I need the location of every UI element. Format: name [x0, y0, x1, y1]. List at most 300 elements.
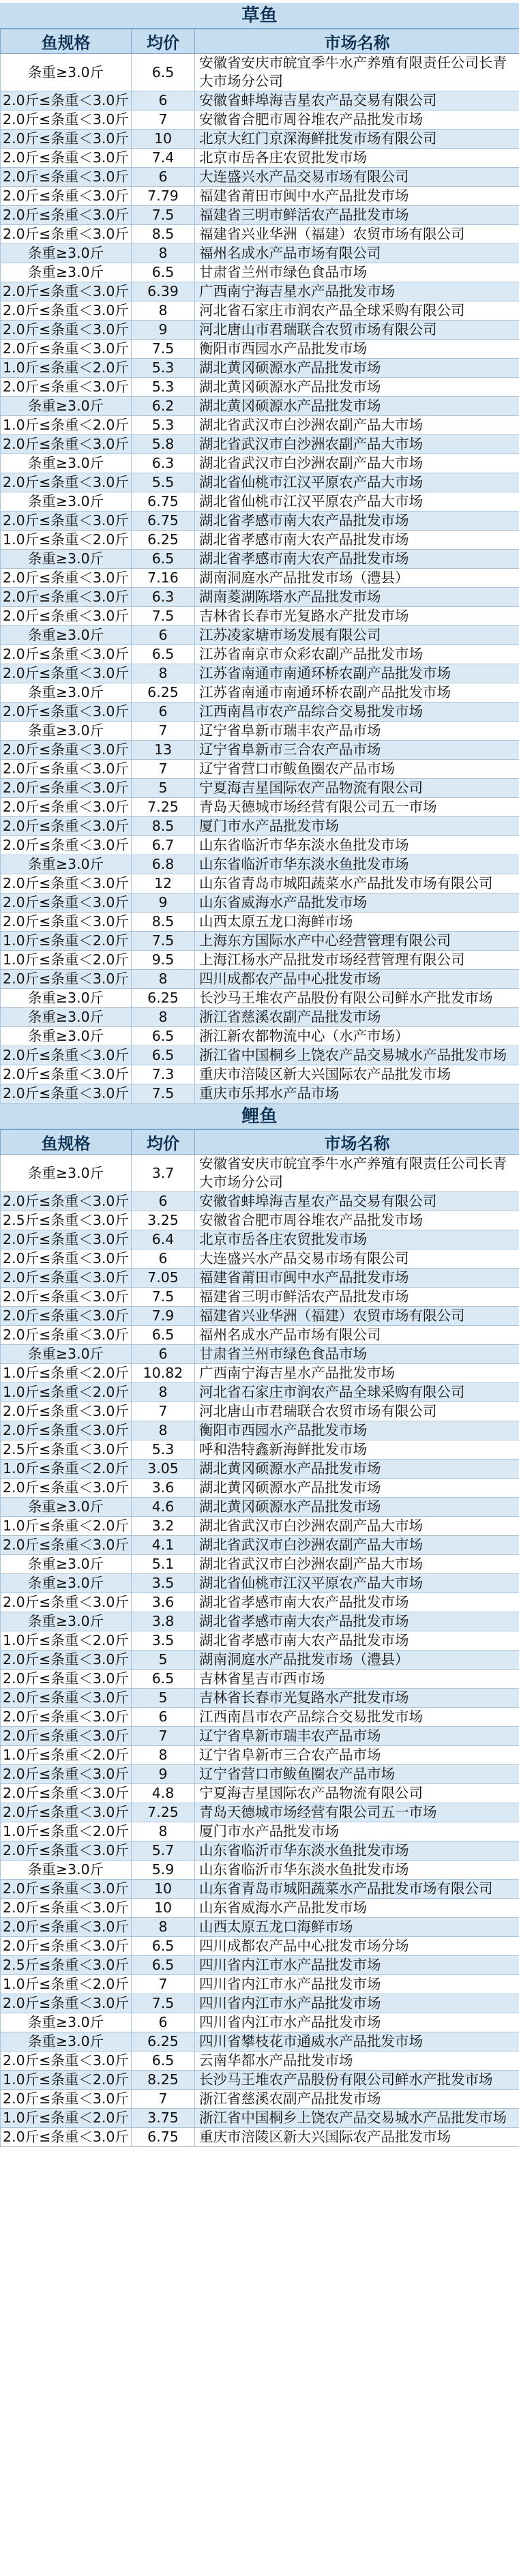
- cell-spec: 2.0斤≤条重＜3.0斤: [1, 588, 132, 607]
- cell-market: 衡阳市西园水产品批发市场: [195, 1421, 519, 1440]
- cell-spec: 条重≥3.0斤: [1, 626, 132, 645]
- cell-price: 4.8: [132, 1784, 195, 1803]
- cell-market: 辽宁省营口市鲅鱼圈农产品市场: [195, 1765, 519, 1784]
- cell-price: 6: [132, 1708, 195, 1727]
- table-row: [1, 683, 519, 702]
- cell-price: 8: [132, 1918, 195, 1937]
- cell-price: 6.5: [132, 1326, 195, 1345]
- table-row: [1, 1211, 519, 1230]
- cell-price: 6: [132, 1249, 195, 1269]
- table-row: [1, 1517, 519, 1536]
- table-body: [1, 1155, 519, 2147]
- cell-price: 5.1: [132, 1555, 195, 1574]
- cell-price: 7: [132, 1975, 195, 1994]
- table-row: [1, 1670, 519, 1689]
- cell-price: 7.16: [132, 569, 195, 588]
- cell-spec: 2.0斤≤条重＜3.0斤: [1, 1046, 132, 1065]
- cell-market: 广西南宁海吉星水产品批发市场: [195, 1364, 519, 1383]
- cell-spec: 2.0斤≤条重＜3.0斤: [1, 1269, 132, 1288]
- cell-price: 7.5: [132, 1288, 195, 1307]
- table-row: [1, 473, 519, 492]
- cell-spec: 2.0斤≤条重＜3.0斤: [1, 1421, 132, 1440]
- table-row: [1, 893, 519, 913]
- cell-spec: 条重≥3.0斤: [1, 492, 132, 512]
- cell-spec: 条重≥3.0斤: [1, 989, 132, 1008]
- cell-price: 8: [132, 1746, 195, 1765]
- table-body: [1, 54, 519, 1104]
- table-row: [1, 225, 519, 244]
- cell-spec: 2.0斤≤条重＜3.0斤: [1, 1937, 132, 1956]
- table-row: [1, 359, 519, 378]
- cell-price: 7.5: [132, 1994, 195, 2013]
- cell-spec: 条重≥3.0斤: [1, 397, 132, 416]
- cell-spec: 1.0斤≤条重＜2.0斤: [1, 951, 132, 970]
- cell-market: 河北省石家庄市润农产品全球采购有限公司: [195, 301, 519, 321]
- table-row: [1, 1574, 519, 1593]
- table-row: [1, 1288, 519, 1307]
- cell-market: 山东省威海水产品批发市场: [195, 1899, 519, 1918]
- cell-spec: 1.0斤≤条重＜2.0斤: [1, 1460, 132, 1479]
- cell-market: 长沙马王堆农产品股份有限公司鲜水产批发市场: [195, 2071, 519, 2090]
- cell-market: 山东省临沂市华东淡水鱼批发市场: [195, 1861, 519, 1880]
- cell-price: 6: [132, 168, 195, 187]
- cell-price: 6.5: [132, 54, 195, 91]
- cell-spec: 2.0斤≤条重＜3.0斤: [1, 187, 132, 206]
- table-row: [1, 1498, 519, 1517]
- cell-price: 7.3: [132, 1065, 195, 1084]
- cell-spec: 1.0斤≤条重＜2.0斤: [1, 531, 132, 550]
- table-row: [1, 1861, 519, 1880]
- cell-spec: 2.0斤≤条重＜3.0斤: [1, 893, 132, 913]
- cell-market: 福建省兴业华洲（福建）农贸市场有限公司: [195, 1307, 519, 1326]
- cell-spec: 2.0斤≤条重＜3.0斤: [1, 970, 132, 989]
- table-row: [1, 951, 519, 970]
- cell-price: 8: [132, 1822, 195, 1841]
- cell-price: 5.7: [132, 1841, 195, 1861]
- cell-price: 7: [132, 760, 195, 779]
- cell-price: 3.8: [132, 1612, 195, 1631]
- table-row: [1, 397, 519, 416]
- cell-market: 青岛天德城市场经营有限公司五一市场: [195, 1803, 519, 1822]
- cell-price: 3.2: [132, 1517, 195, 1536]
- table-row: [1, 645, 519, 664]
- cell-price: 5.3: [132, 416, 195, 435]
- cell-spec: 2.0斤≤条重＜3.0斤: [1, 1803, 132, 1822]
- cell-price: 6: [132, 91, 195, 110]
- table-row: [1, 1727, 519, 1746]
- cell-spec: 条重≥3.0斤: [1, 1008, 132, 1027]
- cell-market: 广西南宁海吉星水产品批发市场: [195, 282, 519, 301]
- cell-market: 上海东方国际水产中心经营管理有限公司: [195, 932, 519, 951]
- cell-spec: 2.0斤≤条重＜3.0斤: [1, 1192, 132, 1211]
- cell-spec: 1.0斤≤条重＜2.0斤: [1, 359, 132, 378]
- cell-market: 青岛天德城市场经营有限公司五一市场: [195, 798, 519, 817]
- table-row: [1, 1008, 519, 1027]
- cell-market: 江苏凌家塘市场发展有限公司: [195, 626, 519, 645]
- table-row: [1, 970, 519, 989]
- cell-spec: 条重≥3.0斤: [1, 244, 132, 263]
- cell-price: 5: [132, 779, 195, 798]
- cell-market: 安徽省安庆市皖宜季牛水产养殖有限责任公司长青大市场分公司: [195, 1155, 519, 1192]
- cell-spec: 2.0斤≤条重＜3.0斤: [1, 1288, 132, 1307]
- cell-spec: 2.0斤≤条重＜3.0斤: [1, 321, 132, 340]
- table-row: [1, 1402, 519, 1421]
- table-row: [1, 2128, 519, 2147]
- cell-market: 宁夏海吉星国际农产品物流有限公司: [195, 1784, 519, 1803]
- cell-price: 7.25: [132, 1803, 195, 1822]
- table-row: [1, 1307, 519, 1326]
- table-row: [1, 206, 519, 225]
- cell-spec: 2.0斤≤条重＜3.0斤: [1, 1765, 132, 1784]
- table-row: [1, 1192, 519, 1211]
- cell-market: 安徽省合肥市周谷堆农产品批发市场: [195, 110, 519, 130]
- cell-price: 6.5: [132, 1937, 195, 1956]
- cell-market: 吉林省长春市光复路水产批发市场: [195, 1689, 519, 1708]
- cell-price: 6.4: [132, 1230, 195, 1249]
- cell-spec: 条重≥3.0斤: [1, 1345, 132, 1364]
- cell-market: 山东省临沂市华东淡水鱼批发市场: [195, 836, 519, 855]
- cell-market: 湖北省孝感市南大农产品批发市场: [195, 550, 519, 569]
- cell-spec: 2.0斤≤条重＜3.0斤: [1, 1727, 132, 1746]
- cell-price: 6.3: [132, 454, 195, 473]
- header-spec: 鱼规格: [1, 1130, 132, 1155]
- table-row: [1, 1841, 519, 1861]
- cell-spec: 2.0斤≤条重＜3.0斤: [1, 1479, 132, 1498]
- table-row: [1, 2090, 519, 2109]
- cell-price: 6: [132, 2013, 195, 2032]
- cell-price: 3.05: [132, 1460, 195, 1479]
- cell-market: 河北唐山市君瑞联合农贸市场有限公司: [195, 1402, 519, 1421]
- table-row: [1, 1027, 519, 1046]
- cell-spec: 2.5斤≤条重＜3.0斤: [1, 1956, 132, 1975]
- cell-price: 7.4: [132, 149, 195, 168]
- table-row: [1, 340, 519, 359]
- table-row: [1, 1975, 519, 1994]
- table-row: [1, 378, 519, 397]
- cell-market: 辽宁省营口市鲅鱼圈农产品市场: [195, 760, 519, 779]
- cell-price: 6.5: [132, 550, 195, 569]
- cell-market: 福建省三明市鲜活农产品批发市场: [195, 1288, 519, 1307]
- cell-market: 辽宁省阜新市瑞丰农产品市场: [195, 722, 519, 741]
- cell-price: 7.5: [132, 1084, 195, 1104]
- cell-price: 7: [132, 2090, 195, 2109]
- cell-market: 浙江省慈溪农副产品批发市场: [195, 1008, 519, 1027]
- cell-price: 5.9: [132, 1861, 195, 1880]
- cell-market: 浙江省中国桐乡上饶农产品交易城水产品批发市场: [195, 2109, 519, 2128]
- cell-spec: 2.0斤≤条重＜3.0斤: [1, 512, 132, 531]
- cell-spec: 2.0斤≤条重＜3.0斤: [1, 1326, 132, 1345]
- cell-price: 9: [132, 893, 195, 913]
- cell-market: 大连盛兴水产品交易市场有限公司: [195, 1249, 519, 1269]
- cell-market: 湖北省孝感市南大农产品批发市场: [195, 1631, 519, 1650]
- cell-spec: 2.0斤≤条重＜3.0斤: [1, 149, 132, 168]
- cell-market: 江西南昌市农产品综合交易批发市场: [195, 1708, 519, 1727]
- cell-spec: 2.5斤≤条重＜3.0斤: [1, 1440, 132, 1460]
- cell-spec: 1.0斤≤条重＜2.0斤: [1, 932, 132, 951]
- table-header-row: [1, 1130, 519, 1155]
- table-row: [1, 1708, 519, 1727]
- cell-spec: 2.0斤≤条重＜3.0斤: [1, 1307, 132, 1326]
- cell-market: 上海江杨水产品批发市场经营管理有限公司: [195, 951, 519, 970]
- cell-market: 长沙马王堆农产品股份有限公司鲜水产批发市场: [195, 989, 519, 1008]
- cell-spec: 2.0斤≤条重＜3.0斤: [1, 1670, 132, 1689]
- cell-market: 安徽省蚌埠海吉星农产品交易有限公司: [195, 1192, 519, 1211]
- cell-spec: 2.5斤≤条重＜3.0斤: [1, 1211, 132, 1230]
- table-row: [1, 607, 519, 626]
- cell-market: 山东省青岛市城阳蔬菜水产品批发市场有限公司: [195, 874, 519, 893]
- table-row: [1, 1765, 519, 1784]
- cell-market: 湖北省仙桃市江汉平原农产品大市场: [195, 473, 519, 492]
- table-row: [1, 1555, 519, 1574]
- cell-price: 8: [132, 1383, 195, 1402]
- cell-price: 6.25: [132, 531, 195, 550]
- cell-spec: 2.0斤≤条重＜3.0斤: [1, 645, 132, 664]
- cell-market: 山东省青岛市城阳蔬菜水产品批发市场有限公司: [195, 1880, 519, 1899]
- cell-price: 8.25: [132, 2071, 195, 2090]
- cell-spec: 2.0斤≤条重＜3.0斤: [1, 817, 132, 836]
- cell-spec: 2.0斤≤条重＜3.0斤: [1, 1065, 132, 1084]
- cell-spec: 2.0斤≤条重＜3.0斤: [1, 1084, 132, 1104]
- table-row: [1, 1918, 519, 1937]
- cell-market: 四川成都农产品中心批发市场分场: [195, 1937, 519, 1956]
- cell-price: 6.5: [132, 1046, 195, 1065]
- cell-market: 湖北黄冈硕源水产品批发市场: [195, 359, 519, 378]
- table-row: [1, 1899, 519, 1918]
- cell-market: 四川成都农产品中心批发市场: [195, 970, 519, 989]
- table-row: [1, 874, 519, 893]
- cell-market: 福建省莆田市闽中水产品批发市场: [195, 1269, 519, 1288]
- cell-price: 5.3: [132, 378, 195, 397]
- table-row: [1, 321, 519, 340]
- cell-spec: 条重≥3.0斤: [1, 1027, 132, 1046]
- table-row: [1, 435, 519, 454]
- cell-price: 9: [132, 321, 195, 340]
- cell-spec: 2.0斤≤条重＜3.0斤: [1, 225, 132, 244]
- cell-price: 6.8: [132, 855, 195, 874]
- cell-price: 6.5: [132, 1670, 195, 1689]
- cell-price: 4.6: [132, 1498, 195, 1517]
- cell-market: 河北省石家庄市润农产品全球采购有限公司: [195, 1383, 519, 1402]
- cell-market: 重庆市涪陵区新大兴国际农产品批发市场: [195, 2128, 519, 2147]
- cell-spec: 条重≥3.0斤: [1, 1861, 132, 1880]
- cell-market: 福建省三明市鲜活农产品批发市场: [195, 206, 519, 225]
- cell-price: 9: [132, 1765, 195, 1784]
- price-table: [0, 1129, 519, 2147]
- cell-market: 湖北黄冈硕源水产品批发市场: [195, 397, 519, 416]
- cell-price: 10: [132, 1899, 195, 1918]
- cell-spec: 条重≥3.0斤: [1, 2013, 132, 2032]
- section-common-carp: [0, 1104, 519, 2147]
- cell-price: 5: [132, 1689, 195, 1708]
- cell-price: 6.75: [132, 492, 195, 512]
- cell-spec: 2.0斤≤条重＜3.0斤: [1, 282, 132, 301]
- table-row: [1, 1822, 519, 1841]
- cell-price: 6: [132, 702, 195, 722]
- cell-market: 湖北省孝感市南大农产品批发市场: [195, 1593, 519, 1612]
- cell-price: 3.6: [132, 1479, 195, 1498]
- cell-price: 6.5: [132, 1956, 195, 1975]
- table-row: [1, 1249, 519, 1269]
- cell-spec: 2.0斤≤条重＜3.0斤: [1, 110, 132, 130]
- cell-market: 湖北省孝感市南大农产品批发市场: [195, 531, 519, 550]
- cell-market: 浙江省慈溪农副产品批发市场: [195, 2090, 519, 2109]
- table-row: [1, 989, 519, 1008]
- table-row: [1, 2032, 519, 2052]
- cell-market: 湖南洞庭水产品批发市场（澧县）: [195, 1650, 519, 1670]
- cell-spec: 2.0斤≤条重＜3.0斤: [1, 1880, 132, 1899]
- table-row: [1, 1345, 519, 1364]
- cell-price: 6: [132, 1192, 195, 1211]
- cell-price: 7.9: [132, 1307, 195, 1326]
- cell-price: 7.5: [132, 932, 195, 951]
- cell-price: 7.5: [132, 206, 195, 225]
- cell-market: 浙江省中国桐乡上饶农产品交易城水产品批发市场: [195, 1046, 519, 1065]
- cell-price: 3.7: [132, 1155, 195, 1192]
- cell-spec: 2.0斤≤条重＜3.0斤: [1, 1249, 132, 1269]
- cell-market: 山东省威海水产品批发市场: [195, 893, 519, 913]
- cell-spec: 2.0斤≤条重＜3.0斤: [1, 760, 132, 779]
- cell-spec: 1.0斤≤条重＜2.0斤: [1, 1822, 132, 1841]
- cell-spec: 条重≥3.0斤: [1, 1498, 132, 1517]
- cell-market: 四川省内江市水产品批发市场: [195, 2013, 519, 2032]
- cell-spec: 1.0斤≤条重＜2.0斤: [1, 1975, 132, 1994]
- cell-market: 甘肃省兰州市绿色食品市场: [195, 1345, 519, 1364]
- table-row: [1, 130, 519, 149]
- cell-market: 山西太原五龙口海鲜市场: [195, 1918, 519, 1937]
- cell-market: 安徽省蚌埠海吉星农产品交易有限公司: [195, 91, 519, 110]
- table-row: [1, 1155, 519, 1192]
- table-row: [1, 913, 519, 932]
- table-row: [1, 91, 519, 110]
- table-row: [1, 1746, 519, 1765]
- cell-price: 5.8: [132, 435, 195, 454]
- table-row: [1, 110, 519, 130]
- cell-spec: 2.0斤≤条重＜3.0斤: [1, 91, 132, 110]
- cell-price: 6.75: [132, 2128, 195, 2147]
- cell-spec: 1.0斤≤条重＜2.0斤: [1, 1631, 132, 1650]
- table-row: [1, 168, 519, 187]
- cell-spec: 2.0斤≤条重＜3.0斤: [1, 741, 132, 760]
- cell-spec: 2.0斤≤条重＜3.0斤: [1, 2090, 132, 2109]
- table-row: [1, 54, 519, 91]
- cell-spec: 条重≥3.0斤: [1, 454, 132, 473]
- cell-spec: 1.0斤≤条重＜2.0斤: [1, 2071, 132, 2090]
- cell-market: 湖北省仙桃市江汉平原农产品大市场: [195, 1574, 519, 1593]
- cell-price: 8: [132, 664, 195, 683]
- cell-spec: 2.0斤≤条重＜3.0斤: [1, 1230, 132, 1249]
- cell-market: 福建省兴业华洲（福建）农贸市场有限公司: [195, 225, 519, 244]
- cell-spec: 2.0斤≤条重＜3.0斤: [1, 798, 132, 817]
- cell-market: 北京市岳各庄农贸批发市场: [195, 1230, 519, 1249]
- cell-market: 湖北黄冈硕源水产品批发市场: [195, 378, 519, 397]
- cell-market: 辽宁省阜新市三合农产品市场: [195, 741, 519, 760]
- cell-market: 安徽省合肥市周谷堆农产品批发市场: [195, 1211, 519, 1230]
- cell-market: 福州名成水产品市场有限公司: [195, 244, 519, 263]
- header-price: 均价: [132, 1130, 195, 1155]
- price-table: [0, 29, 519, 1104]
- cell-market: 浙江新农都物流中心（水产市场）: [195, 1027, 519, 1046]
- header-market: 市场名称: [195, 29, 519, 54]
- cell-market: 湖北省仙桃市江汉平原农产品大市场: [195, 492, 519, 512]
- table-row: [1, 626, 519, 645]
- cell-price: 6.3: [132, 588, 195, 607]
- table-row: [1, 569, 519, 588]
- cell-spec: 2.0斤≤条重＜3.0斤: [1, 130, 132, 149]
- table-row: [1, 1326, 519, 1345]
- table-row: [1, 722, 519, 741]
- table-row: [1, 550, 519, 569]
- cell-price: 8: [132, 301, 195, 321]
- table-row: [1, 531, 519, 550]
- cell-market: 湖北省武汉市白沙洲农副产品大市场: [195, 416, 519, 435]
- table-row: [1, 664, 519, 683]
- table-row: [1, 1084, 519, 1104]
- cell-price: 3.75: [132, 2109, 195, 2128]
- cell-market: 北京市岳各庄农贸批发市场: [195, 149, 519, 168]
- cell-market: 湖北省孝感市南大农产品批发市场: [195, 512, 519, 531]
- cell-price: 6.39: [132, 282, 195, 301]
- cell-spec: 2.0斤≤条重＜3.0斤: [1, 1650, 132, 1670]
- cell-market: 山东省临沂市华东淡水鱼批发市场: [195, 855, 519, 874]
- table-row: [1, 702, 519, 722]
- cell-spec: 2.0斤≤条重＜3.0斤: [1, 836, 132, 855]
- cell-market: 福州名成水产品市场有限公司: [195, 1326, 519, 1345]
- cell-spec: 1.0斤≤条重＜2.0斤: [1, 1364, 132, 1383]
- cell-price: 6.25: [132, 989, 195, 1008]
- cell-market: 重庆市乐邦水产品市场: [195, 1084, 519, 1104]
- cell-price: 7: [132, 1402, 195, 1421]
- cell-price: 7: [132, 1727, 195, 1746]
- cell-market: 安徽省安庆市皖宜季牛水产养殖有限责任公司长青大市场分公司: [195, 54, 519, 91]
- cell-price: 3.25: [132, 1211, 195, 1230]
- cell-market: 大连盛兴水产品交易市场有限公司: [195, 168, 519, 187]
- table-row: [1, 1880, 519, 1899]
- table-row: [1, 1460, 519, 1479]
- cell-market: 湖北省武汉市白沙洲农副产品大市场: [195, 454, 519, 473]
- table-row: [1, 187, 519, 206]
- table-row: [1, 282, 519, 301]
- cell-price: 6.5: [132, 645, 195, 664]
- cell-price: 6.7: [132, 836, 195, 855]
- cell-price: 8.5: [132, 913, 195, 932]
- table-row: [1, 1230, 519, 1249]
- cell-spec: 条重≥3.0斤: [1, 54, 132, 91]
- table-row: [1, 817, 519, 836]
- cell-price: 6.5: [132, 2052, 195, 2071]
- table-row: [1, 492, 519, 512]
- cell-price: 7: [132, 110, 195, 130]
- table-row: [1, 855, 519, 874]
- cell-price: 6.2: [132, 397, 195, 416]
- cell-market: 湖北黄冈硕源水产品批发市场: [195, 1498, 519, 1517]
- cell-spec: 2.0斤≤条重＜3.0斤: [1, 874, 132, 893]
- table-row: [1, 2109, 519, 2128]
- table-row: [1, 1536, 519, 1555]
- cell-price: 13: [132, 741, 195, 760]
- table-row: [1, 1479, 519, 1498]
- cell-market: 湖北黄冈硕源水产品批发市场: [195, 1479, 519, 1498]
- table-row: [1, 301, 519, 321]
- cell-market: 重庆市涪陵区新大兴国际农产品批发市场: [195, 1065, 519, 1084]
- section-title: 草鱼: [0, 3, 519, 29]
- cell-market: 湖北黄冈硕源水产品批发市场: [195, 1460, 519, 1479]
- cell-price: 7: [132, 722, 195, 741]
- section-title: 鲤鱼: [0, 1104, 519, 1129]
- cell-market: 吉林省星吉市西市场: [195, 1670, 519, 1689]
- cell-spec: 2.0斤≤条重＜3.0斤: [1, 435, 132, 454]
- cell-market: 云南华都水产品批发市场: [195, 2052, 519, 2071]
- cell-price: 6.25: [132, 2032, 195, 2052]
